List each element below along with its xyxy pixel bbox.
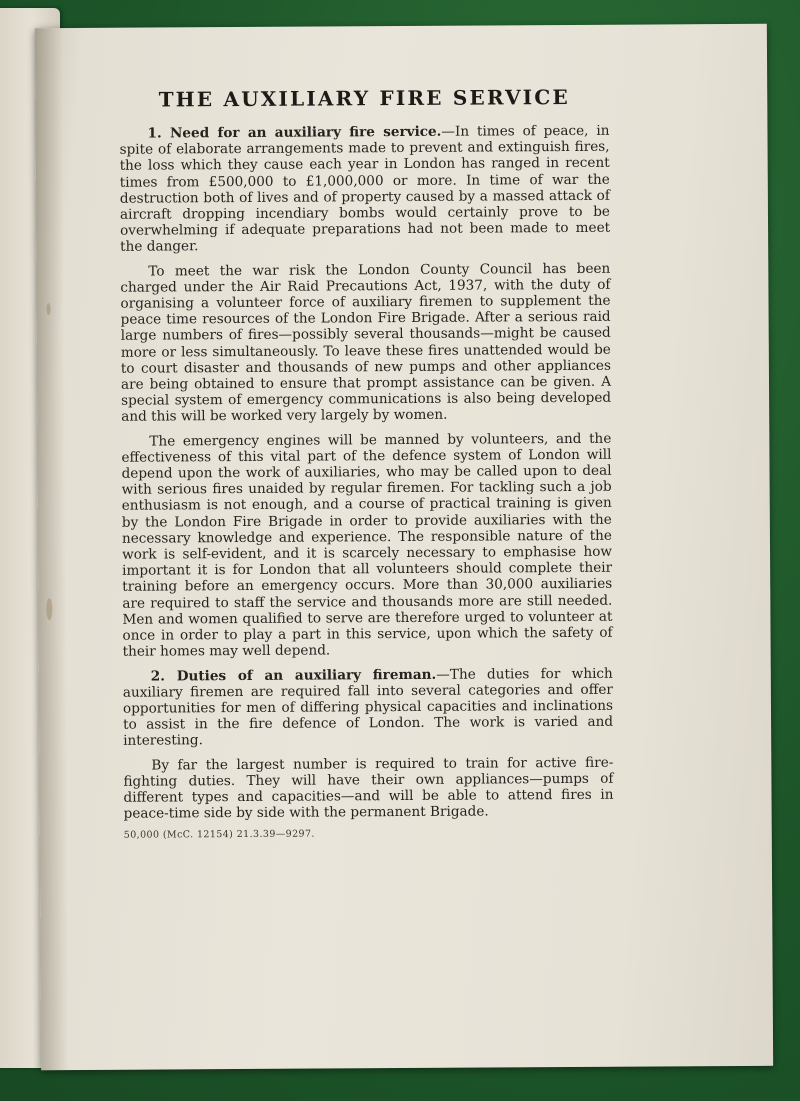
paragraph-section-2 [123,665,613,749]
section-heading: 1. Need for an auxiliary fire service. [147,123,442,142]
paragraph-text: —The duties for which auxiliary firemen are required fall into several categories and offer opportunities for men of differing physical capacities and inclinations to assist in the fire defence of London. The work is varied and interesting. [122,665,614,750]
paragraph-fire-fighting [123,754,613,822]
booklet-page [35,24,773,1070]
paragraph-text: By far the largest number is required to train for active fire-fighting duties. They will have their own appliances—pumps of different types and capacities—and will be able to attend fires in peace-time side by side with the permanent Brigade. [123,754,614,822]
paragraph-section-1 [119,123,610,256]
paragraph-war-risk [120,260,611,425]
page-content [119,85,614,841]
section-heading: 2. Duties of an auxiliary fireman. [150,666,437,685]
paper-stain [47,303,51,315]
page-title: THE AUXILIARY FIRE SERVICE [158,84,570,112]
paragraph-text: —In times of peace, in spite of elaborate arrangements made to prevent and extinguish fires, the loss which they cause each year in London has ranged in recent times from £500,000 to £1,000,000 or more. In time of war the destruction both of lives and of property caused by a massed attack of aircraft dropping incendiary bombs would certainly prove to be overwhelming if adequate preparations had not been made to meet the danger. [119,122,611,256]
printer-imprint: 50,000 (McC. 12154) 21.3.39—9297. [123,828,315,842]
paragraph-emergency-engines [121,430,612,660]
paragraph-text: To meet the war risk the London County Council has been charged under the Air Raid Precautions Act, 1937, with the duty of organising a volunteer force of auxiliary firemen to supplement the peace time resources of the London Fire Brigade. After a serious raid large numbers of fires—possibly several thousands—might be caused more or less simultaneously. To leave these fires unattended would be to court disaster and thousands of new pumps and other appliances are being obtained to ensure that prompt assistance can be given. A special system of emergency communications is also being developed and this will be worked very largely by women. [120,260,612,426]
page-gutter-shadow [35,28,69,1070]
paragraph-text: The emergency engines will be manned by volunteers, and the effectiveness of this vital part of the defence system of London will depend upon the work of auxiliaries, who may be called upon to deal with serious fires unaided by regular firemen. For tackling such a job enthusiasm is not enough, and a course of practical training is given by the London Fire Brigade in order to provide auxiliaries with the necessary knowledge and experience. The responsible nature of the work is self-evident, and it is scarcely necessary to emphasise how important it is for London that all volunteers should complete their training before an emergency occurs. More than 30,000 auxiliaries are required to staff the service and thousands more are still needed. Men and women qualified to serve are therefore urged to volunteer at once in order to play a part in this service, upon which the safety of their homes may well depend. [121,430,613,661]
paper-stain [46,598,52,620]
